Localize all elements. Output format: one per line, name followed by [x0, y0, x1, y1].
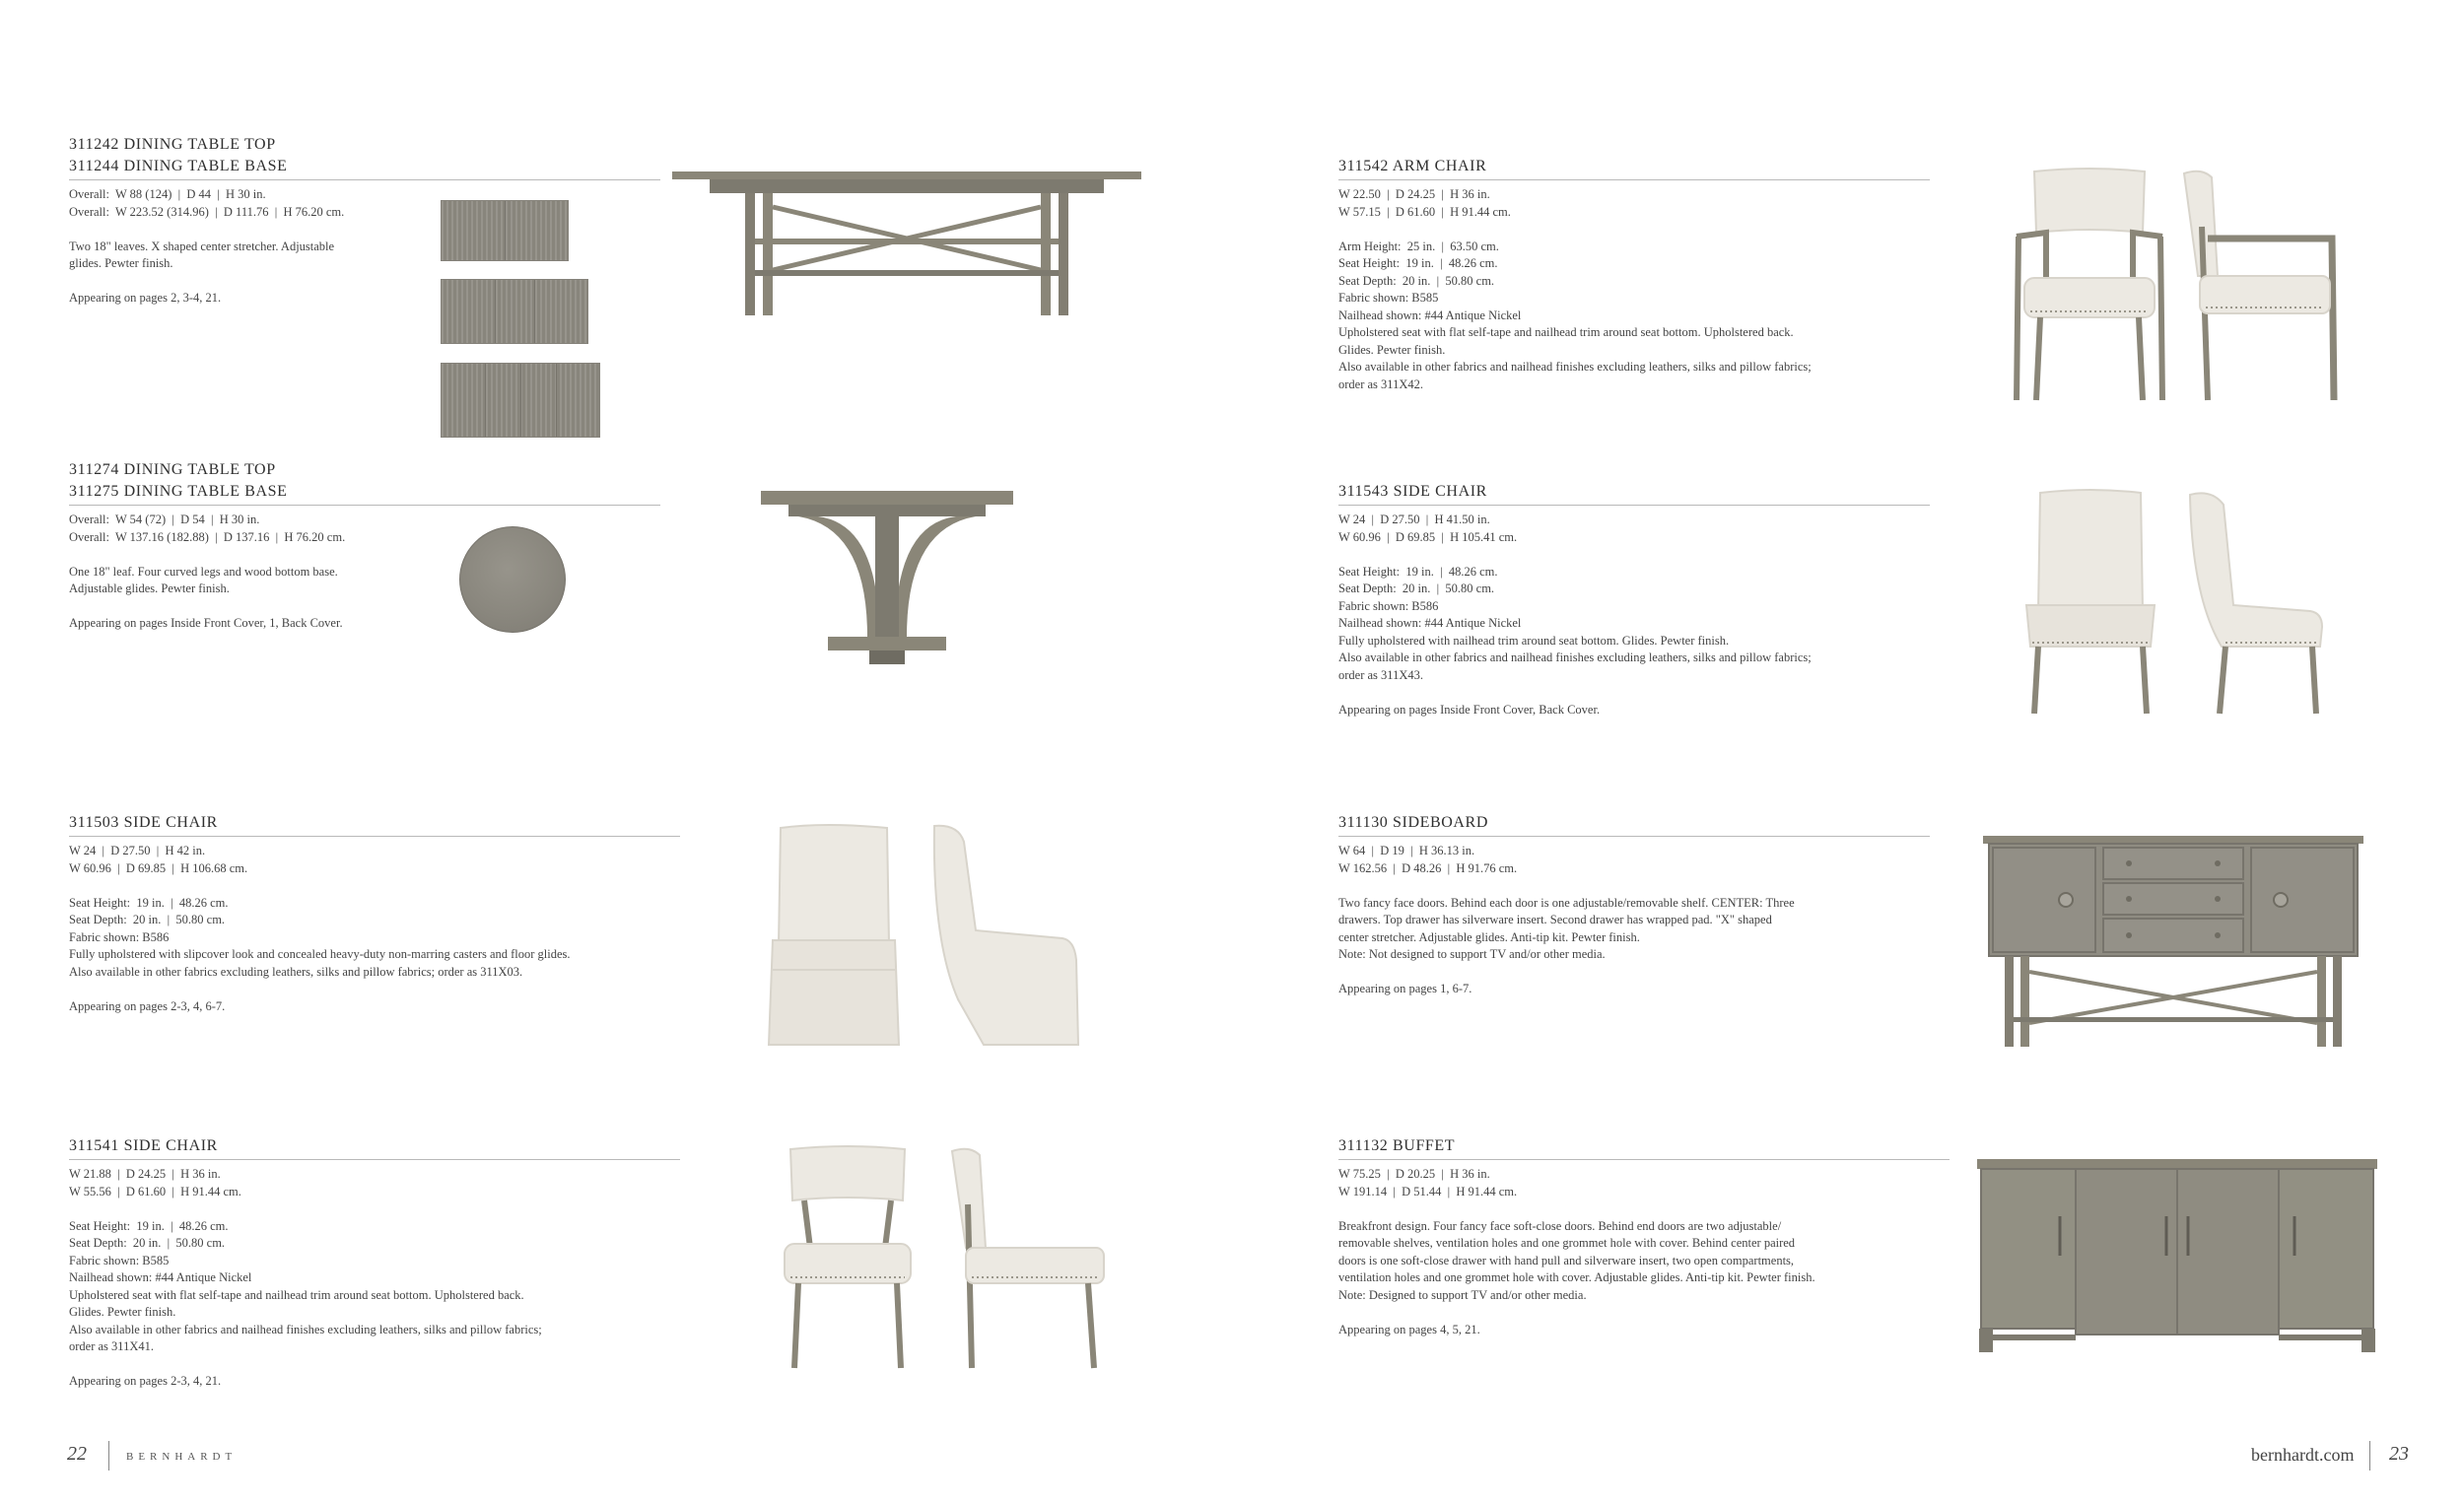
divider — [2369, 1441, 2370, 1471]
spec-line: Note: Designed to support TV and/or other media. — [1338, 1287, 1587, 1302]
spec-line: Appearing on pages Inside Front Cover, Back Cover. — [1338, 702, 1601, 717]
spec-line: Note: Not designed to support TV and/or other media. — [1338, 947, 1606, 961]
spacer — [69, 877, 680, 895]
spec-line: Appearing on pages Inside Front Cover, 1, Back Cover. — [69, 616, 343, 630]
spec-line: Fabric shown: B586 — [1338, 598, 1439, 613]
spacer — [69, 1356, 680, 1374]
divider — [69, 505, 660, 506]
table-top-configuration-image — [441, 279, 588, 344]
spec-line: W 60.96 | D 69.85 | H 105.41 cm. — [1338, 529, 1518, 544]
spec-line: Appearing on pages 2-3, 4, 21. — [69, 1374, 222, 1388]
table-top-configuration-image — [441, 363, 600, 438]
entry-311541 — [69, 1135, 680, 1391]
spec-line: W 57.15 | D 61.60 | H 91.44 cm. — [1338, 204, 1511, 219]
spec-line: Fully upholstered with slipcover look and concealed heavy-duty non-marring casters and floor glides. — [69, 947, 571, 961]
spec-line: Appearing on pages 2, 3-4, 21. — [69, 291, 222, 305]
spec-line: glides. Pewter finish. — [69, 256, 173, 270]
entry-title: 311541 SIDE CHAIR — [69, 1137, 218, 1154]
entry-title: 311275 DINING TABLE BASE — [69, 483, 288, 500]
divider — [69, 1159, 680, 1160]
spec-line: Nailhead shown: #44 Antique Nickel — [1338, 616, 1522, 630]
spec-line: order as 311X43. — [1338, 667, 1423, 682]
divider — [1338, 179, 1930, 180]
spacer — [69, 1200, 680, 1218]
divider — [1338, 836, 1930, 837]
spec-line: W 64 | D 19 | H 36.13 in. — [1338, 844, 1475, 857]
spec-line: W 21.88 | D 24.25 | H 36 in. — [69, 1167, 221, 1181]
spec-line: Overall: W 88 (124) | D 44 | H 30 in. — [69, 187, 266, 201]
divider — [1338, 505, 1930, 506]
spec-line: W 55.56 | D 61.60 | H 91.44 cm. — [69, 1184, 241, 1198]
wingback-side-chair-side-image — [2182, 489, 2330, 718]
round-table-top-image — [459, 526, 566, 633]
left-page-number: 22 — [67, 1443, 87, 1465]
spec-line: Nailhead shown: #44 Antique Nickel — [69, 1270, 252, 1284]
entry-title: 311542 ARM CHAIR — [1338, 158, 1487, 174]
slipcover-side-chair-front-image — [765, 822, 903, 1049]
spacer — [1338, 1304, 1950, 1322]
entry-311503 — [69, 812, 680, 1015]
spacer — [1338, 684, 1930, 702]
rectangular-dining-table-image — [670, 168, 1143, 325]
spec-line: Seat Height: 19 in. | 48.26 cm. — [69, 1218, 229, 1233]
entry-title: 311503 SIDE CHAIR — [69, 814, 218, 831]
spec-line: Upholstered seat with flat self-tape and nailhead trim around seat bottom. Upholstered back. — [69, 1287, 524, 1302]
spec-line: drawers. Top drawer has silverware insert. Second drawer has wrapped pad. "X" shaped — [1338, 913, 1772, 926]
entry-title: 311132 BUFFET — [1338, 1137, 1456, 1154]
website-link[interactable]: bernhardt.com — [2251, 1445, 2355, 1465]
spec-line: doors is one soft-close drawer with hand pull and silverware insert, two open compartments, — [1338, 1253, 1795, 1267]
buffet-image — [1975, 1157, 2379, 1354]
spec-line: Appearing on pages 1, 6-7. — [1338, 982, 1472, 995]
spec-line: W 75.25 | D 20.25 | H 36 in. — [1338, 1167, 1490, 1181]
spacer — [1338, 964, 1930, 982]
spec-line: W 24 | D 27.50 | H 41.50 in. — [1338, 513, 1490, 526]
spec-line: Appearing on pages 2-3, 4, 6-7. — [69, 998, 226, 1013]
spacer — [69, 221, 660, 239]
spec-line: Seat Depth: 20 in. | 50.80 cm. — [69, 1236, 226, 1250]
entry-title: 311130 SIDEBOARD — [1338, 814, 1488, 831]
spec-line: W 24 | D 27.50 | H 42 in. — [69, 844, 206, 857]
spec-line: Fully upholstered with nailhead trim around seat bottom. Glides. Pewter finish. — [1338, 633, 1730, 648]
spacer — [1338, 221, 1930, 239]
spec-line: Seat Depth: 20 in. | 50.80 cm. — [69, 913, 226, 926]
spec-line: center stretcher. Adjustable glides. Anti-tip kit. Pewter finish. — [1338, 929, 1640, 944]
spec-line: Appearing on pages 4, 5, 21. — [1338, 1322, 1480, 1336]
entry-title: 311244 DINING TABLE BASE — [69, 158, 288, 174]
entry-311130 — [1338, 812, 1930, 998]
spacer — [69, 598, 660, 616]
spec-line: Upholstered seat with flat self-tape and nailhead trim around seat bottom. Upholstered back. — [1338, 325, 1794, 339]
sideboard-image — [1981, 834, 2365, 1049]
entry-title: 311274 DINING TABLE TOP — [69, 461, 276, 478]
nailhead-side-chair-front-image — [779, 1145, 917, 1372]
arm-chair-side-image — [2178, 168, 2346, 404]
spec-line: W 162.56 | D 48.26 | H 91.76 cm. — [1338, 860, 1518, 875]
spec-line: Seat Depth: 20 in. | 50.80 cm. — [1338, 582, 1495, 595]
spec-line: Seat Depth: 20 in. | 50.80 cm. — [1338, 273, 1495, 288]
spacer — [69, 981, 680, 998]
spec-line: Glides. Pewter finish. — [1338, 342, 1446, 357]
spec-line: Breakfront design. Four fancy face soft-close doors. Behind end doors are two adjustable/ — [1338, 1218, 1782, 1233]
right-page-number: 23 — [2389, 1443, 2409, 1465]
brand-wordmark: BERNHARDT — [126, 1451, 238, 1463]
table-top-configuration-image — [441, 200, 569, 261]
spec-line: Arm Height: 25 in. | 63.50 cm. — [1338, 239, 1499, 253]
spec-line: Two 18" leaves. X shaped center stretcher. Adjustable — [69, 239, 335, 253]
spec-line: Two fancy face doors. Behind each door is one adjustable/removable shelf. CENTER: Three — [1338, 895, 1795, 910]
spec-line: Overall: W 54 (72) | D 54 | H 30 in. — [69, 513, 260, 526]
spec-line: Nailhead shown: #44 Antique Nickel — [1338, 308, 1522, 322]
spec-line: removable shelves, ventilation holes and one grommet hole with cover. Behind center paired — [1338, 1236, 1796, 1250]
spec-line: Also available in other fabrics excluding leathers, silks and pillow fabrics; order as 311X03. — [69, 964, 523, 979]
slipcover-side-chair-side-image — [924, 822, 1082, 1049]
spec-line: Fabric shown: B585 — [69, 1253, 170, 1267]
spec-line: W 191.14 | D 51.44 | H 91.44 cm. — [1338, 1184, 1518, 1198]
spec-line: W 22.50 | D 24.25 | H 36 in. — [1338, 187, 1490, 201]
spec-line: One 18" leaf. Four curved legs and wood bottom base. — [69, 564, 338, 579]
spec-line: W 60.96 | D 69.85 | H 106.68 cm. — [69, 860, 248, 875]
entry-311542 — [1338, 156, 1930, 393]
divider — [1338, 1159, 1950, 1160]
spec-line: Adjustable glides. Pewter finish. — [69, 582, 230, 595]
divider — [69, 836, 680, 837]
entry-title: 311242 DINING TABLE TOP — [69, 136, 276, 153]
entry-title: 311543 SIDE CHAIR — [1338, 483, 1487, 500]
divider — [108, 1441, 109, 1471]
spec-line: Seat Height: 19 in. | 48.26 cm. — [1338, 564, 1498, 579]
spec-line: Also available in other fabrics and nailhead finishes excluding leathers, silks and pillow fabrics; — [69, 1322, 542, 1336]
spec-line: Overall: W 223.52 (314.96) | D 111.76 | H 76.20 cm. — [69, 204, 345, 219]
arm-chair-front-image — [2011, 168, 2168, 404]
round-dining-table-image — [759, 489, 1015, 676]
spec-line: Also available in other fabrics and nailhead finishes excluding leathers, silks and pillow fabrics; — [1338, 650, 1812, 664]
spec-line: Fabric shown: B585 — [1338, 291, 1439, 305]
spec-line: Seat Height: 19 in. | 48.26 cm. — [1338, 256, 1498, 270]
divider — [69, 179, 660, 180]
entry-311543 — [1338, 481, 1930, 719]
spec-line: ventilation holes and one grommet hole with cover. Adjustable glides. Anti-tip kit. Pewter finish. — [1338, 1270, 1815, 1284]
spec-line: Also available in other fabrics and nailhead finishes excluding leathers, silks and pillow fabrics; — [1338, 360, 1812, 374]
spacer — [1338, 1200, 1950, 1218]
spec-line: Glides. Pewter finish. — [69, 1305, 176, 1319]
spec-line: Seat Height: 19 in. | 48.26 cm. — [69, 895, 229, 910]
spacer — [69, 546, 660, 564]
spec-line: order as 311X42. — [1338, 376, 1423, 391]
spacer — [1338, 877, 1930, 895]
spec-line: Fabric shown: B586 — [69, 929, 170, 944]
entry-311274 — [69, 459, 660, 633]
nailhead-side-chair-side-image — [946, 1145, 1114, 1372]
entry-311132 — [1338, 1135, 1950, 1338]
spec-line: Overall: W 137.16 (182.88) | D 137.16 | H 76.20 cm. — [69, 529, 346, 544]
wingback-side-chair-front-image — [2017, 489, 2164, 718]
spec-line: order as 311X41. — [69, 1339, 154, 1353]
spacer — [1338, 546, 1930, 564]
